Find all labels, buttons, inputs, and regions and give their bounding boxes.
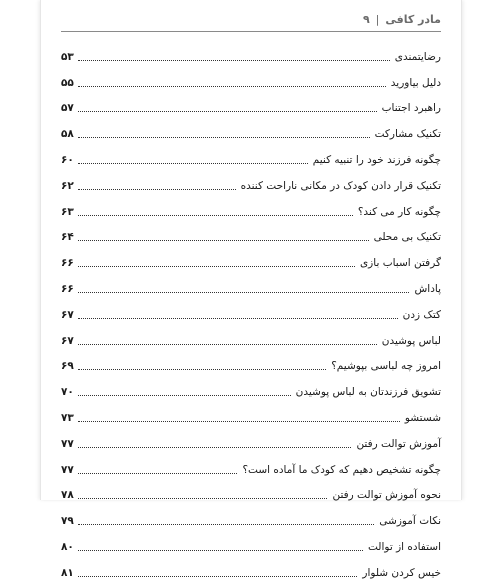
dot-leader xyxy=(78,292,410,293)
dot-leader xyxy=(78,550,363,551)
dot-leader xyxy=(78,189,236,190)
toc-entry[interactable] xyxy=(61,141,441,167)
toc-entry[interactable] xyxy=(61,244,441,270)
toc-entry[interactable] xyxy=(61,115,441,141)
dot-leader xyxy=(78,240,369,241)
dot-leader xyxy=(78,86,386,87)
toc-entry-page: ۷۷ xyxy=(61,437,74,450)
dot-leader xyxy=(78,344,377,345)
toc-entry-title: کتک زدن xyxy=(402,308,441,321)
header-separator: | xyxy=(375,12,380,26)
toc-entry-page: ۸۱ xyxy=(61,566,74,579)
toc-entry-title: چگونه کار می کند؟ xyxy=(357,205,441,218)
dot-leader xyxy=(78,318,398,319)
page-number: ۹ xyxy=(362,12,370,26)
toc-entry[interactable] xyxy=(61,348,441,374)
toc-entry-page: ۶۳ xyxy=(61,205,74,218)
dot-leader xyxy=(78,447,352,448)
dot-leader xyxy=(78,576,358,577)
toc-entry-title: گرفتن اسباب بازی xyxy=(359,257,441,270)
toc-entry-title: شستشو xyxy=(404,411,441,424)
toc-entry[interactable] xyxy=(61,373,441,399)
dot-leader xyxy=(78,111,377,112)
toc-entry[interactable] xyxy=(61,193,441,219)
dot-leader xyxy=(78,473,238,474)
toc-entry-page: ۵۸ xyxy=(61,128,74,141)
toc-entry-page: ۶۷ xyxy=(61,334,74,347)
dot-leader xyxy=(78,524,374,525)
toc-entry-title: چگونه تشخیص دهیم که کودک ما آماده است؟ xyxy=(242,463,441,476)
toc-entry-title: خیس کردن شلوار xyxy=(362,566,441,579)
toc-entry[interactable] xyxy=(61,64,441,90)
dot-leader xyxy=(78,266,355,267)
toc-entry-page: ۵۳ xyxy=(61,50,74,63)
toc-entry[interactable] xyxy=(61,477,441,503)
toc-entry-title: آموزش توالت رفتن xyxy=(356,437,441,450)
toc-entry[interactable] xyxy=(61,270,441,296)
toc-entry-title: تکنیک قرار دادن کودک در مکانی ناراحت کننده xyxy=(240,179,441,192)
running-header xyxy=(61,8,441,30)
toc-entry-title: رضایتمندی xyxy=(394,50,441,63)
toc-entry-page: ۵۵ xyxy=(61,76,74,89)
toc-entry-page: ۸۰ xyxy=(61,540,74,553)
dot-leader xyxy=(78,163,308,164)
toc-entry[interactable] xyxy=(61,502,441,528)
dot-leader xyxy=(78,498,328,499)
toc-entry-title: تشویق فرزندتان به لباس پوشیدن xyxy=(295,386,441,399)
toc-entry[interactable] xyxy=(61,38,441,64)
toc-entry-page: ۷۳ xyxy=(61,411,74,424)
toc-entry-title: پاداش xyxy=(414,282,441,295)
toc-entry-title: امروز چه لباسی بپوشیم؟ xyxy=(331,360,441,373)
book-page xyxy=(40,0,462,579)
dot-leader xyxy=(78,215,353,216)
toc-entry-page: ۷۸ xyxy=(61,489,74,502)
toc-entry[interactable] xyxy=(61,296,441,322)
dot-leader xyxy=(78,137,370,138)
toc-entry-page: ۶۷ xyxy=(61,308,74,321)
dot-leader xyxy=(78,395,291,396)
toc-entry-title: لباس پوشیدن xyxy=(381,334,441,347)
table-of-contents xyxy=(61,38,441,580)
toc-entry-page: ۶۶ xyxy=(61,282,74,295)
toc-entry-page: ۶۴ xyxy=(61,231,74,244)
toc-entry[interactable] xyxy=(61,554,441,580)
toc-entry[interactable] xyxy=(61,451,441,477)
toc-entry-page: ۷۰ xyxy=(61,386,74,399)
toc-entry-title: راهبرد اجتناب xyxy=(381,102,441,115)
toc-entry[interactable] xyxy=(61,90,441,116)
toc-entry-title: دلیل بیاورید xyxy=(390,76,441,89)
toc-entry-title: نکات آموزشی xyxy=(379,515,441,528)
toc-entry-page: ۶۹ xyxy=(61,360,74,373)
toc-entry[interactable] xyxy=(61,528,441,554)
toc-entry-page: ۶۲ xyxy=(61,179,74,192)
toc-entry-title: استفاده از توالت xyxy=(367,540,441,553)
toc-entry-title: چگونه فرزند خود را تنبیه کنیم xyxy=(312,153,441,166)
toc-entry-page: ۷۷ xyxy=(61,463,74,476)
toc-entry-page: ۷۹ xyxy=(61,515,74,528)
toc-entry-title: نحوه آموزش توالت رفتن xyxy=(332,489,441,502)
toc-entry-page: ۶۰ xyxy=(61,153,74,166)
toc-entry[interactable] xyxy=(61,322,441,348)
dot-leader xyxy=(78,369,326,370)
toc-entry-title: تکنیک مشارکت xyxy=(374,128,441,141)
toc-entry[interactable] xyxy=(61,167,441,193)
toc-entry-title: تکنیک بی محلی xyxy=(373,231,441,244)
toc-entry[interactable] xyxy=(61,425,441,451)
book-title: مادر کافی xyxy=(385,12,441,26)
dot-leader xyxy=(78,421,400,422)
toc-entry[interactable] xyxy=(61,219,441,245)
header-rule xyxy=(61,31,441,32)
dot-leader xyxy=(78,60,390,61)
toc-entry-page: ۵۷ xyxy=(61,102,74,115)
toc-entry-page: ۶۶ xyxy=(61,257,74,270)
toc-entry[interactable] xyxy=(61,399,441,425)
